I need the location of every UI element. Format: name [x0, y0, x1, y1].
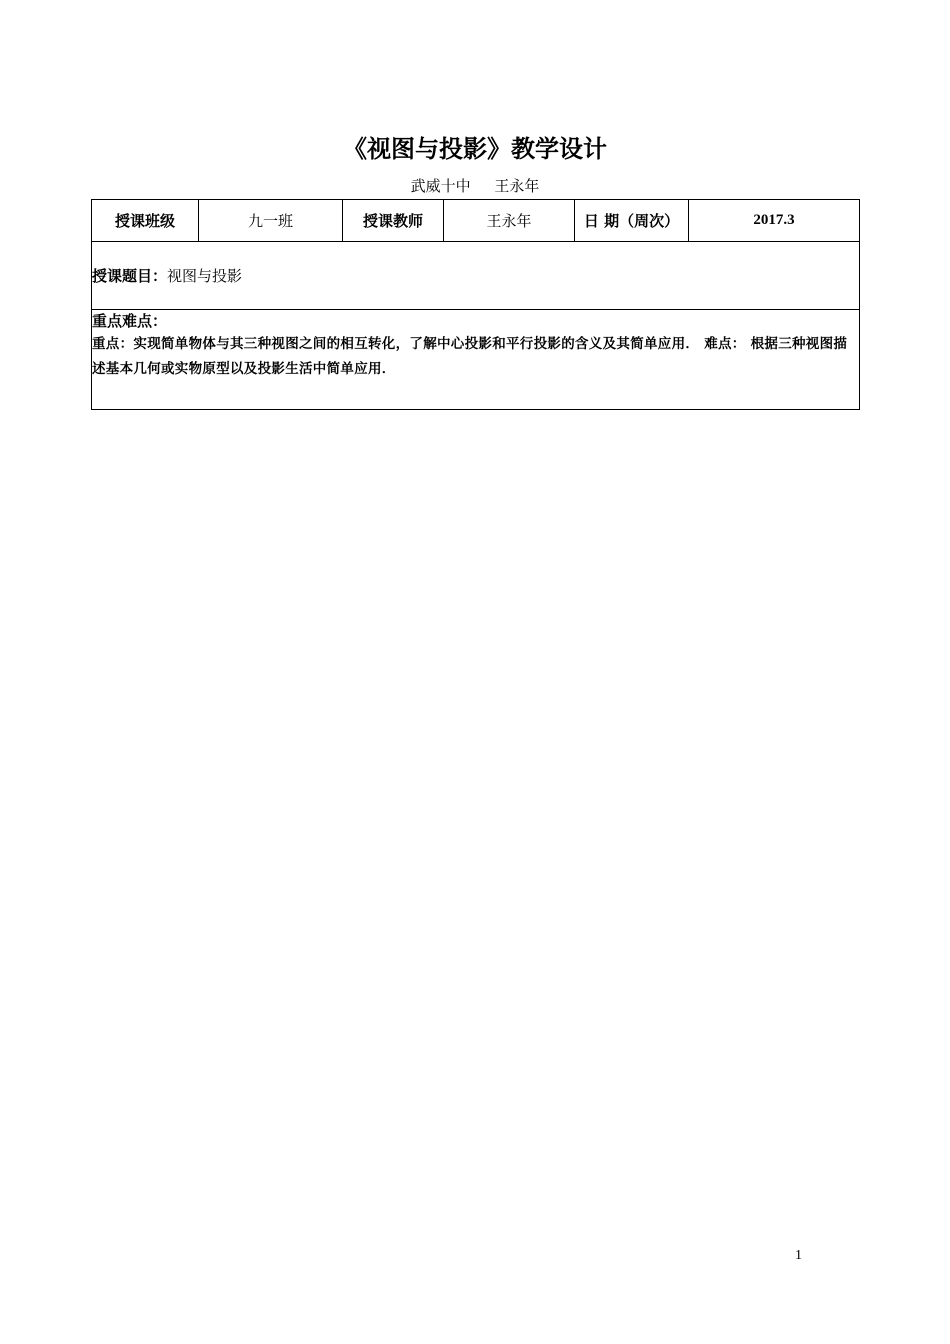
topic-cell	[92, 242, 860, 310]
date-label: 日 期（周次）	[575, 200, 689, 242]
lesson-info-table	[91, 199, 860, 410]
page-number: 1	[795, 1248, 802, 1263]
class-label: 授课班级	[92, 200, 199, 242]
date-value: 2017.3	[689, 200, 860, 242]
focus-text: 重点：实现简单物体与其三种视图之间的相互转化，了解中心投影和平行投影的含义及其简单应用． 难点： 根据三种视图描述基本几何或实物原型以及投影生活中简单应用．	[92, 336, 848, 377]
focus-cell	[92, 310, 860, 410]
table-row-topic	[92, 242, 860, 310]
document-title: 《视图与投影》教学设计	[343, 135, 607, 163]
topic-value: 视图与投影	[167, 267, 243, 285]
focus-label: 重点难点：	[92, 312, 168, 330]
table-row-info	[92, 200, 860, 242]
topic-label: 授课题目：	[92, 267, 168, 285]
table-row-focus	[92, 310, 860, 410]
author-line: 武威十中 王永年	[410, 177, 540, 195]
teacher-value: 王永年	[444, 200, 575, 242]
class-value: 九一班	[199, 200, 343, 242]
teacher-label: 授课教师	[343, 200, 444, 242]
